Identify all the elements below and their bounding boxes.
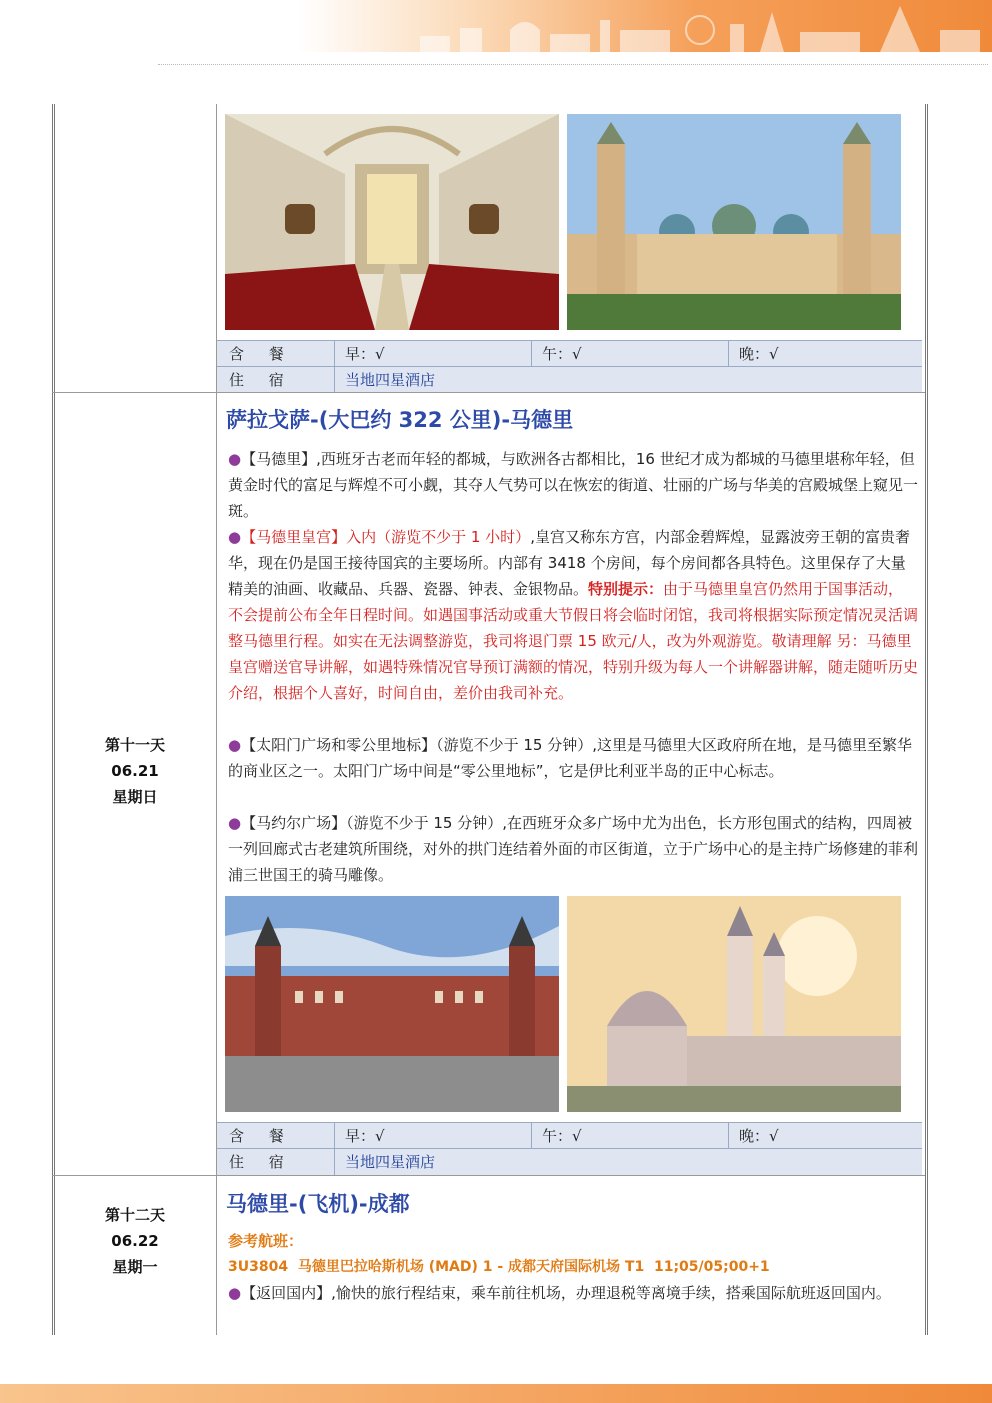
flight-label: 参考航班： bbox=[228, 1232, 304, 1250]
special-tip-label: 特别提示： bbox=[588, 580, 664, 598]
breakfast-status: 早：√ bbox=[334, 341, 531, 367]
lunch-status: 午：√ bbox=[531, 1123, 728, 1149]
day12-return-paragraph bbox=[228, 1280, 918, 1306]
day11-palace-paragraph bbox=[228, 524, 918, 706]
header-divider bbox=[158, 64, 988, 65]
lunch-status: 午：√ bbox=[531, 341, 728, 367]
accommodation-value: 当地四星酒店 bbox=[334, 1149, 922, 1175]
accommodation-label: 住 宿 bbox=[229, 1153, 294, 1171]
bullet-icon: ● bbox=[228, 528, 242, 546]
puerta-del-sol-text: 【太阳门广场和零公里地标】（游览不少于 15 分钟）,这里是马德里大区政府所在地，是马德里至繁华的商业区之一。太阳门广场中间是“零公里地标”，它是伊比利亚半岛的正中心标志。 bbox=[228, 736, 912, 780]
day12-weekday: 星期一 bbox=[112, 1258, 158, 1276]
day11-label bbox=[55, 732, 215, 810]
palace-warning: 由于马德里皇宫仍然用于国事活动，不会提前公布全年日程时间。如遇国事活动或重大节假日将会临时闭馆，我司将根据实际预定情况灵活调整马德里行程。如实在无法调整游览，我司将退门票 15 欧元/人，改为外观游览。敬请理解 另：马德里皇宫赠送官导讲解，如遇特殊情况官导预订满额的情况，特别升级为每人一个讲解器讲解，随走随听历史介绍，根据个人喜好，时间自由，差价由我司补充。 bbox=[228, 580, 919, 702]
bullet-icon: ● bbox=[228, 450, 242, 468]
row-divider bbox=[52, 392, 925, 393]
accommodation-value: 当地四星酒店 bbox=[334, 367, 922, 393]
flight-info: 3U3804 马德里巴拉哈斯机场 (MAD) 1 - 成都天府国际机场 T1 11;05/05;00+1 bbox=[228, 1259, 770, 1275]
day12-date: 06.22 bbox=[111, 1232, 159, 1250]
palace-text: ,皇宫又称东方宫，内部金碧辉煌，显露波旁王朝的富贵奢华，现在仍是国王接待国宾的主要场所。内部有 3418 个房间，每个房间都各具特色。这里保存了大量精美的油画、收藏品、兵器、瓷器、钟表、金银物品。 bbox=[228, 528, 910, 598]
day11-weekday: 星期日 bbox=[112, 788, 158, 806]
bullet-icon: ● bbox=[228, 814, 242, 832]
dinner-status: 晚：√ bbox=[728, 341, 922, 367]
plaza-mayor-photo bbox=[225, 896, 559, 1112]
dinner-status: 晚：√ bbox=[728, 1123, 922, 1149]
day11-date: 06.21 bbox=[111, 762, 159, 780]
bullet-icon: ● bbox=[228, 1284, 242, 1302]
return-text: 【返回国内】,愉快的旅行程结束，乘车前往机场，办理退税等离境手续，搭乘国际航班返回国内。 bbox=[241, 1284, 891, 1302]
day11-title: 萨拉戈萨-(大巴约 322 公里)-马德里 bbox=[226, 408, 574, 432]
accommodation-row bbox=[217, 366, 922, 393]
day11-madrid-text: 【马德里】,西班牙古老而年轻的都城，与欧洲各古都相比，16 世纪才成为都城的马德里堪称年轻，但黄金时代的富足与辉煌不可小觑，其夺人气势可以在恢宏的街道、壮丽的广场与华美的宫殿城堡上窥见一斑。 bbox=[228, 450, 919, 520]
almudena-cathedral-photo bbox=[567, 896, 901, 1112]
day11-meals-row bbox=[217, 1122, 922, 1149]
day11-accommodation-row bbox=[217, 1148, 922, 1175]
breakfast-status: 早：√ bbox=[334, 1123, 531, 1149]
meals-label: 含 餐 bbox=[229, 1127, 294, 1145]
day12-label bbox=[55, 1202, 215, 1280]
day12-day: 第十二天 bbox=[104, 1206, 165, 1224]
day12-title: 马德里-(飞机)-成都 bbox=[226, 1192, 410, 1216]
meals-label: 含 餐 bbox=[229, 345, 294, 363]
day11-day: 第十一天 bbox=[104, 736, 165, 754]
row-divider bbox=[52, 1175, 925, 1176]
meals-row bbox=[217, 340, 922, 367]
city-skyline-decoration bbox=[400, 0, 992, 52]
day11-plaza-mayor-paragraph bbox=[228, 810, 918, 888]
accommodation-label: 住 宿 bbox=[229, 371, 294, 389]
day11-puerta-del-sol-paragraph bbox=[228, 732, 918, 784]
basilica-pilar-photo bbox=[567, 114, 901, 330]
bullet-icon: ● bbox=[228, 736, 242, 754]
plaza-mayor-text: 【马约尔广场】（游览不少于 15 分钟）,在西班牙众多广场中尤为出色，长方形包围式的结构，四周被一列回廊式古老建筑所围绕，对外的拱门连结着外面的市区街道，立于广场中心的是主持广场修建的菲利浦三世国王的骑马雕像。 bbox=[228, 814, 919, 884]
palace-heading: 【马德里皇宫】入内（游览不少于 1 小时） bbox=[241, 528, 531, 546]
footer-banner bbox=[0, 1384, 992, 1403]
cathedral-interior-photo bbox=[225, 114, 559, 330]
day11-madrid-paragraph bbox=[228, 446, 918, 524]
